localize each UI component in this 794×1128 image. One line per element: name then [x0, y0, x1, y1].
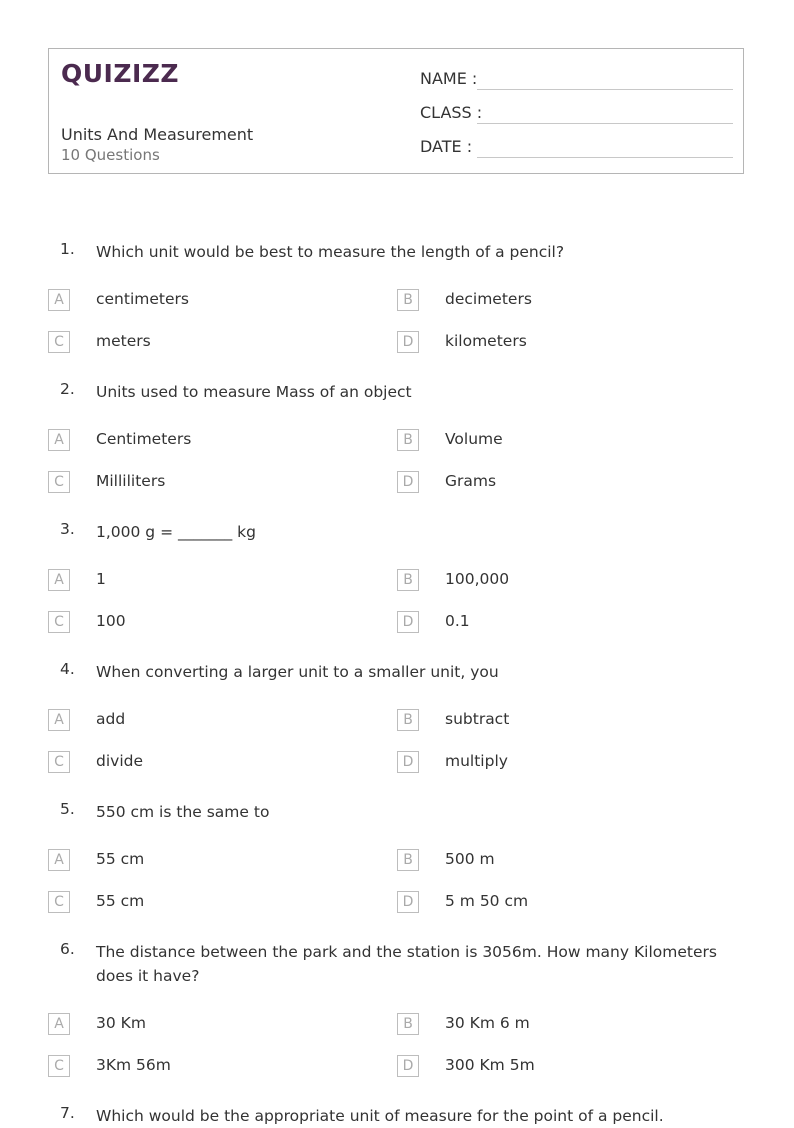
question-number: 7.: [60, 1104, 75, 1122]
date-line: [477, 157, 733, 158]
question-text: 1,000 g = _______ kg: [96, 523, 256, 541]
option-letter-box: D: [397, 1055, 419, 1077]
option-text: 55 cm: [96, 850, 145, 868]
option-text: multiply: [445, 752, 508, 770]
option-letter-box: B: [397, 569, 419, 591]
option-letter-box: C: [48, 611, 70, 633]
question-number: 2.: [60, 380, 75, 398]
option-text: Volume: [445, 430, 503, 448]
option-letter-box: A: [48, 709, 70, 731]
date-label: DATE :: [420, 137, 473, 156]
name-line: [477, 89, 733, 90]
option-letter-box: B: [397, 849, 419, 871]
option-letter-box: A: [48, 849, 70, 871]
option-letter-box: D: [397, 331, 419, 353]
option-text: centimeters: [96, 290, 189, 308]
question-number: 1.: [60, 240, 75, 258]
worksheet-header: [48, 48, 744, 174]
option-letter-box: D: [397, 611, 419, 633]
option-text: 0.1: [445, 612, 470, 630]
question-text: Which would be the appropriate unit of measure for the point of a pencil.: [96, 1107, 664, 1125]
option-text: 1: [96, 570, 106, 588]
option-text: 30 Km 6 m: [445, 1014, 530, 1032]
worksheet-title: Units And Measurement: [61, 125, 254, 144]
option-text: Centimeters: [96, 430, 192, 448]
option-letter-box: A: [48, 289, 70, 311]
quizizz-logo: QUIZIZZ: [61, 59, 180, 88]
option-letter-box: D: [397, 751, 419, 773]
option-letter-box: B: [397, 709, 419, 731]
question-number: 3.: [60, 520, 75, 538]
option-text: decimeters: [445, 290, 532, 308]
option-letter-box: A: [48, 569, 70, 591]
option-letter-box: C: [48, 751, 70, 773]
question-text: When converting a larger unit to a smaller unit, you: [96, 663, 499, 681]
option-letter-box: D: [397, 471, 419, 493]
option-text: 500 m: [445, 850, 495, 868]
option-letter-box: A: [48, 1013, 70, 1035]
question-number: 6.: [60, 940, 75, 958]
option-letter-box: C: [48, 891, 70, 913]
option-text: subtract: [445, 710, 510, 728]
class-line: [477, 123, 733, 124]
option-letter-box: D: [397, 891, 419, 913]
option-text: kilometers: [445, 332, 527, 350]
name-label: NAME :: [420, 69, 478, 88]
option-text: Milliliters: [96, 472, 166, 490]
question-number: 4.: [60, 660, 75, 678]
option-text: 3Km 56m: [96, 1056, 171, 1074]
option-text: add: [96, 710, 126, 728]
option-text: 30 Km: [96, 1014, 146, 1032]
question-text: Units used to measure Mass of an object: [96, 383, 412, 401]
question-text: The distance between the park and the station is 3056m. How many Kilometers does it have?: [96, 943, 717, 985]
option-text: divide: [96, 752, 143, 770]
option-letter-box: A: [48, 429, 70, 451]
option-letter-box: C: [48, 471, 70, 493]
option-letter-box: B: [397, 1013, 419, 1035]
question-count: 10 Questions: [61, 146, 160, 164]
option-letter-box: B: [397, 289, 419, 311]
question-text: 550 cm is the same to: [96, 803, 270, 821]
option-text: 100: [96, 612, 126, 630]
class-label: CLASS :: [420, 103, 483, 122]
option-letter-box: C: [48, 331, 70, 353]
option-letter-box: C: [48, 1055, 70, 1077]
option-text: Grams: [445, 472, 497, 490]
option-text: meters: [96, 332, 151, 350]
option-text: 55 cm: [96, 892, 145, 910]
option-text: 100,000: [445, 570, 510, 588]
option-letter-box: B: [397, 429, 419, 451]
question-number: 5.: [60, 800, 75, 818]
option-text: 5 m 50 cm: [445, 892, 529, 910]
option-text: 300 Km 5m: [445, 1056, 535, 1074]
question-text: Which unit would be best to measure the length of a pencil?: [96, 243, 565, 261]
